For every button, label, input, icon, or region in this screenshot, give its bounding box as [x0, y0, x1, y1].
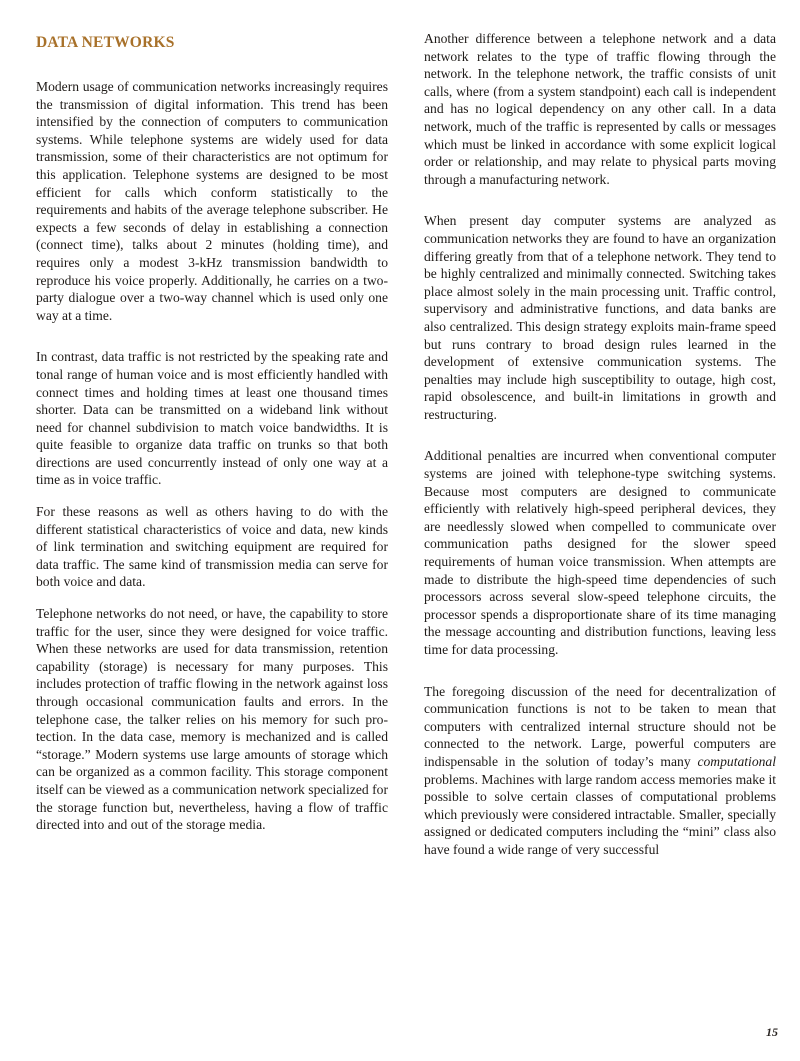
left-column — [36, 28, 388, 852]
page-number: 15 — [766, 1025, 778, 1039]
emphasis-text: computational — [697, 753, 776, 769]
right-column — [424, 28, 776, 878]
paragraph: In contrast, data traffic is not restricted by the speaking rate and tonal range of human voice and is most efficiently handled with connect times and holding times at least one thousand times shorter. Data can be transmitted on a wideband link without need for channel subdivision to match voice bandwidths. It is quite feasible to organize data traffic on trunks so that both directions are used concurrently instead of only one way at a time as in voice traffic. — [36, 349, 388, 488]
paragraph: For these reasons as well as others having to do with the different statistical characteristics of voice and data, new kinds of link termination and switching equipment are required for data traffic. The same kind of transmission media can serve for both voice and data. — [36, 504, 388, 590]
paragraph: Modern usage of communication networks increasingly requires the transmission of digital information. This trend has been intensified by the connection of computers to communication systems. While telephone systems are widely used for data transmission, some of their characteristics are not optimum for this application. Telephone systems are designed to be most efficient for calls which conform statistically to the requirements and habits of the average telephone subscriber. He expects a few seconds of delay in establishing a connection (connect time), talks about 2 minutes (holding time), and requires only a modest 3-kHz transmission bandwidth to reproduce his voice properly. Additionally, he carries on a two-party dialogue over a two-way channel which is used only one way at a time. — [36, 79, 388, 323]
paragraph: Another difference between a telephone network and a data network relates to the type of traffic flowing through the network. In the telephone network, the traffic consists of unit calls, where (from a system standpoint) each call is independent and has no logical dependency on any other call. In a data network, much of the traffic is represented by calls or messages which must be linked in accordance with some explicit logical order or relationship, and may relate to physical parts moving through a manufacturing network. — [424, 31, 776, 187]
paragraph-text: The foregoing discussion of the need for decentralization of communication functions is not to be taken to mean that computers with centralized internal structure should not be connected to the network. Large, powerful computers are indispensable in the solution of today’s many — [424, 683, 776, 769]
section-heading: DATA NETWORKS — [36, 34, 175, 51]
paragraph: Additional penalties are incurred when conventional computer systems are joined with telephone-type switching systems. Because most computers are designed to communicate efficiently with relatively high-speed peripheral devices, they are needlessly slowed when compelled to communicate over communication paths designed for the slower speed requirements of human voice transmission. When attempts are made to distribute the high-speed time dependencies of such processors across several slow-speed telephone circuits, the processor spends a disproportionate share of its time managing the message accounting and distribution functions, leaving less time for data processing. — [424, 448, 776, 657]
paragraph-last — [424, 683, 776, 859]
paragraph: When present day computer systems are analyzed as communication networks they are found to have an organization differing greatly from that of a telephone network. They tend to be highly centralized and minimally connected. Switching takes place almost solely in the main processing unit. Traffic control, supervisory and administrative functions, and data banks are also centralized. This design strategy exploits main-frame speed but runs contrary to broad design rules learned in the development of extensive communication systems. The penalties may include high susceptibility to outage, high cost, rapid obsolescence, and built-in limitations in growth and restructuring. — [424, 213, 776, 422]
paragraph-text: problems. Machines with large random access memories make it possible to solve certain classes of computational problems which previously were considered intractable. Smaller, specially assigned or dedicated computers including the “mini” class also have found a wide range of very successful — [424, 771, 776, 857]
paragraph: Telephone networks do not need, or have, the capability to store traffic for the user, since they were designed for voice traffic. When these networks are used for data transmission, retention capability (storage) is necessary for many purposes. This includes protection of traffic flowing in the network against loss through occasional communication faults and errors. In the telephone case, the talker relies on his memory for such protection. In the data case, memory is mechanized and is called “storage.” Modern systems use large amounts of storage which can be organized as a common facility. This storage component itself can be viewed as a communication network specialized for the storage function but, nevertheless, having a flow of traffic directed into and out of the storage media. — [36, 606, 388, 833]
